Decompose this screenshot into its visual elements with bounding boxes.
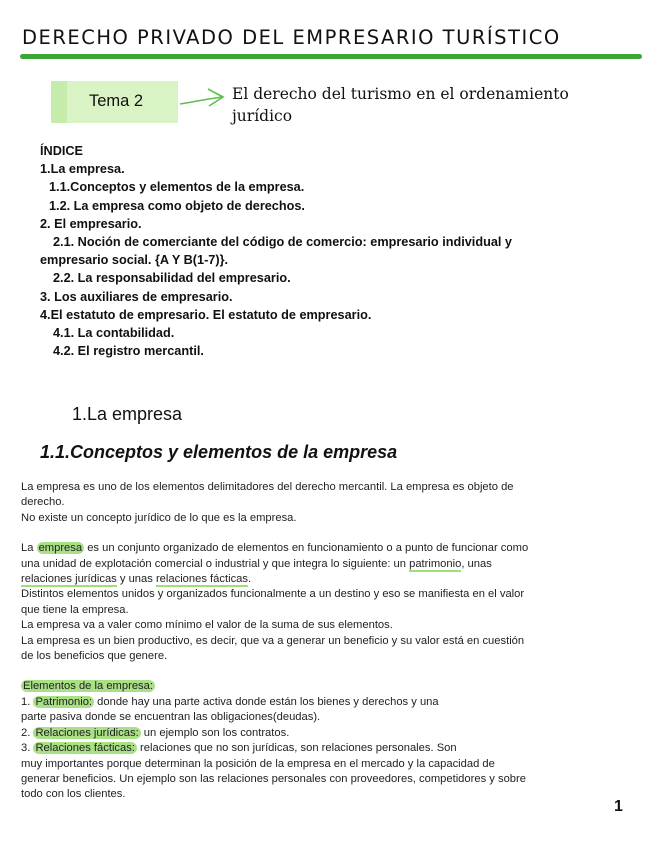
index-item: 3. Los auxiliares de empresario. <box>40 289 233 304</box>
index-heading: ÍNDICE <box>40 144 83 158</box>
subsection-heading: 1.1.Conceptos y elementos de la empresa <box>40 442 398 462</box>
tema-label: Tema 2 <box>89 92 144 110</box>
list-item-continued: todo con los clientes. <box>21 788 126 801</box>
list-item: 3. Relaciones fácticas: relaciones que no son jurídicas, son relaciones personales. Son <box>21 742 457 755</box>
tema-title: El derecho del turismo en el ordenamiento jurídico <box>232 85 569 125</box>
paragraph-line: No existe un concepto jurídico de lo que es la empresa. <box>21 511 297 524</box>
index-item: 2.1. Noción de comerciante del código de comercio: empresario individual y <box>53 235 512 250</box>
index-section <box>40 142 512 360</box>
index-item: 2.2. La responsabilidad del empresario. <box>53 271 291 286</box>
underline-relaciones-juridicas: relaciones jurídicas <box>21 573 117 586</box>
tema-box-stripe <box>51 81 67 123</box>
underline-relaciones-facticas: relaciones fácticas <box>155 573 248 586</box>
index-item: 1.1.Conceptos y elementos de la empresa. <box>49 180 305 195</box>
paragraph-line: una unidad de explotación comercial o industrial y que integra lo siguiente: un patrimonio, unas <box>21 557 492 570</box>
body-text <box>21 480 621 803</box>
index-item: 2. El empresario. <box>40 216 142 231</box>
page-number: 1 <box>614 798 623 815</box>
paragraph-line: derecho. <box>21 496 65 509</box>
list-item-continued: parte pasiva donde se encuentran las obligaciones(deudas). <box>21 711 321 724</box>
tema-box <box>51 81 178 123</box>
index-item: 4.El estatuto de empresario. El estatuto de empresario. <box>40 307 372 322</box>
highlight-relaciones-facticas: Relaciones fácticas: <box>35 742 135 755</box>
elements-heading <box>21 679 621 694</box>
index-item: 1.La empresa. <box>40 162 125 177</box>
highlight-relaciones-juridicas: Relaciones jurídicas: <box>35 726 139 739</box>
index-item: 4.1. La contabilidad. <box>53 326 175 341</box>
list-item-continued: muy importantes porque determinan la posición de la empresa en el mercado y la capacidad de <box>21 757 495 770</box>
arrow-right-icon <box>178 86 228 112</box>
index-item: 4.2. El registro mercantil. <box>53 344 204 359</box>
paragraph-line: La empresa es uno de los elementos delimitadores del derecho mercantil. La empresa es objeto de <box>21 481 514 493</box>
paragraph-line: Distintos elementos unidos y organizados funcionalmente a un destino y eso se manifiesta en el valor <box>21 588 525 601</box>
paragraph-line: La empresa es un bien productivo, es decir, que va a generar un beneficio y su valor está en cuestión <box>21 634 525 647</box>
paragraph-line: La empresa es un conjunto organizado de elementos en funcionamiento o a punto de funcionar como <box>21 542 529 555</box>
highlight-empresa: empresa <box>38 542 83 555</box>
index-item: 1.2. La empresa como objeto de derechos. <box>49 198 305 213</box>
paragraph-line: de los beneficios que genere. <box>21 650 168 663</box>
highlight-elementos: Elementos de la empresa: <box>23 680 153 693</box>
header-rule <box>20 54 642 59</box>
highlight-patrimonio: Patrimonio: <box>35 695 93 708</box>
paragraph-line: La empresa va a valer como mínimo el valor de la suma de sus elementos. <box>21 619 393 632</box>
paragraph-line: que tiene la empresa. <box>21 603 129 616</box>
section-heading: 1.La empresa <box>72 404 183 424</box>
list-item: 2. Relaciones jurídicas: un ejemplo son los contratos. <box>21 726 290 739</box>
list-item: 1. Patrimonio: donde hay una parte activa donde están los bienes y derechos y una <box>21 695 439 708</box>
underline-patrimonio: patrimonio <box>409 557 462 570</box>
document-header-title: DERECHO PRIVADO DEL EMPRESARIO TURÍSTICO <box>22 26 561 49</box>
list-item-continued: generar beneficios. Un ejemplo son las relaciones personales con proveedores, competidores y sobre <box>21 772 526 785</box>
paragraph-line: relaciones jurídicas y unas relaciones fácticas. <box>21 573 252 586</box>
index-item: empresario social. {A Y B(1-7)}. <box>40 253 229 268</box>
